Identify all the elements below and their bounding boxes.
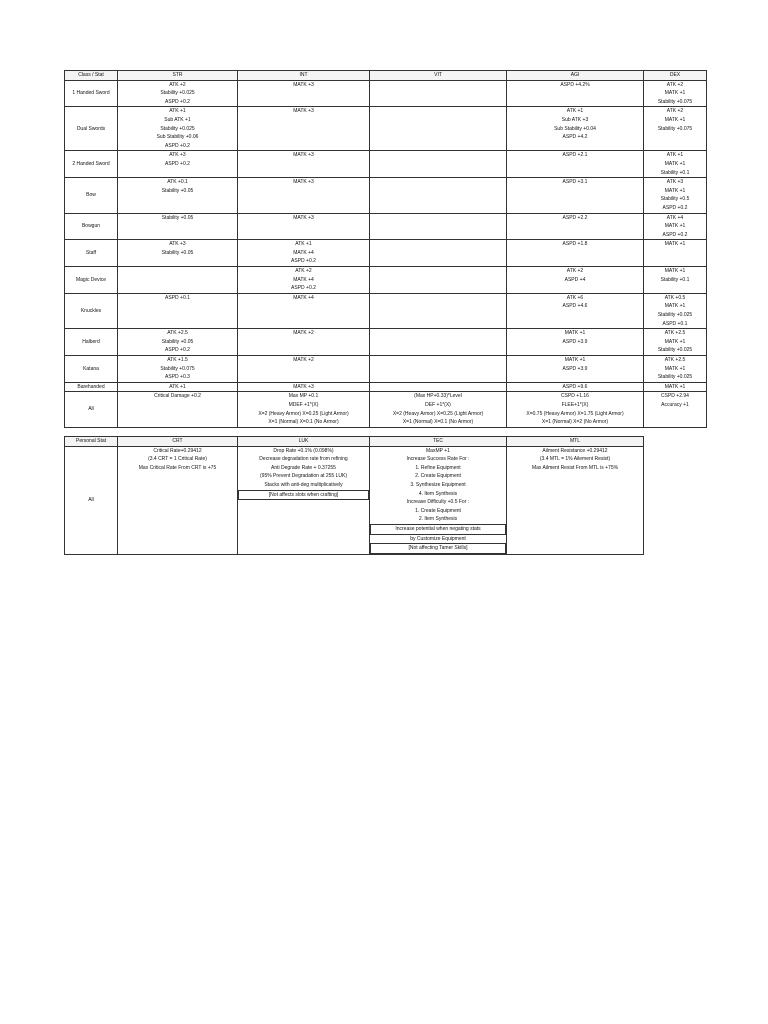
agi-value: X=1 (Normal) X=2 (No Armor) [541, 419, 609, 426]
agi-value: Sub Stability +0.04 [554, 125, 596, 132]
dex-cell [644, 107, 707, 151]
int-cell [238, 151, 370, 178]
vit-value: X=2 (Heavy Armor) X=0.25 (Light Armor) [392, 410, 484, 417]
header-tec: TEC [370, 437, 507, 447]
dex-cell [644, 356, 707, 383]
str-value: Stability +0.05 [161, 187, 194, 194]
weapon-stat-table [64, 70, 707, 428]
dex-value: ATK +2 [666, 108, 684, 115]
class-name-cell: Magic Device [65, 267, 118, 294]
stat-row [65, 80, 707, 107]
class-name-cell: Bow [65, 178, 118, 213]
stat-row [65, 151, 707, 178]
int-cell [238, 329, 370, 356]
stat-row [65, 293, 707, 328]
dex-value: Stability +0.075 [657, 98, 693, 105]
str-value: ATK +0.1 [167, 179, 188, 186]
dex-value: Stability +0.5 [660, 196, 690, 203]
personal-row-label: All [65, 446, 118, 554]
int-value: MATK +3 [293, 179, 314, 186]
dex-value: MATK +1 [664, 160, 686, 167]
tec-line: 2. Create Equipment [415, 473, 461, 480]
dex-value: MATK +1 [664, 268, 686, 275]
header-personal-stat: Personal Stat [65, 437, 118, 447]
dex-value: MATK +1 [664, 383, 686, 390]
crt-line: (3.4 CRT = 1 Critical Rate) [148, 456, 207, 463]
header-str: STR [118, 71, 238, 81]
tec-line: MaxMP +1 [426, 447, 450, 454]
class-name-cell: 2 Handed Sword [65, 151, 118, 178]
int-cell [238, 240, 370, 267]
stat-row [65, 382, 707, 392]
int-cell [238, 267, 370, 294]
int-value: ASPD +0.2 [291, 258, 316, 265]
str-value: ATK +3 [169, 152, 186, 159]
dex-cell [644, 329, 707, 356]
str-cell [118, 356, 238, 383]
header-class-stat: Class / Stat [65, 71, 118, 81]
dex-value: ASPD +0.2 [662, 231, 688, 238]
str-cell [118, 293, 238, 328]
agi-value: X=0.75 (Heavy Armor) X=1.75 (Light Armor) [526, 410, 624, 417]
luk-note: [Not affects slots when crafting] [238, 490, 369, 501]
vit-cell [370, 382, 507, 392]
dex-value: CSPD +2.94 [661, 393, 689, 400]
str-value: Critical Damage +0.2 [154, 393, 201, 400]
vit-value: (Max HP+0.33)*Level [414, 393, 462, 400]
crt-cell [118, 446, 238, 554]
int-value: Max MP +0.1 [288, 393, 319, 400]
int-value: MATK +3 [293, 214, 314, 221]
dex-cell [644, 293, 707, 328]
header-luk: LUK [238, 437, 370, 447]
agi-cell [507, 107, 644, 151]
str-cell [118, 151, 238, 178]
class-name-cell: Dual Swords [65, 107, 118, 151]
int-value: MATK +3 [293, 383, 314, 390]
str-value: ATK +1.5 [167, 357, 188, 363]
dex-value: ATK +2.5 [664, 330, 686, 337]
dex-value: Accuracy +1 [661, 401, 689, 408]
mtl-line: Ailment Resistance +0.29412 [542, 447, 608, 454]
agi-value: ATK +1 [566, 108, 584, 115]
str-value: ATK +1 [169, 108, 186, 115]
str-value: ATK +1 [169, 383, 186, 390]
vit-cell [370, 392, 507, 427]
mtl-cell [507, 446, 644, 554]
agi-value: ASPD +1.8 [562, 241, 588, 248]
tec-line: 1. Create Equipment [415, 507, 461, 514]
class-name-cell: All [65, 392, 118, 427]
tec-line: Increase Difficulty +0.5 For : [406, 499, 470, 506]
stat-row [65, 392, 707, 427]
dex-value: ATK +1 [666, 152, 684, 159]
vit-cell [370, 267, 507, 294]
str-value: ASPD +0.3 [165, 374, 190, 381]
int-cell [238, 213, 370, 240]
dex-value: ATK +4 [666, 214, 684, 221]
header-dex: DEX [644, 71, 707, 81]
str-cell [118, 329, 238, 356]
str-value: ASPD +0.2 [165, 142, 190, 149]
agi-value: Sub ATK +3 [561, 116, 589, 123]
dex-value: MATK +1 [664, 303, 686, 310]
stat-row [65, 178, 707, 213]
str-value: Stability +0.05 [161, 338, 194, 345]
int-value: ATK +1 [295, 241, 312, 248]
dex-value: Stability +0.025 [657, 374, 693, 381]
agi-value: ASPD +3.9 [562, 338, 588, 345]
class-name-cell: Staff [65, 240, 118, 267]
str-value: ATK +2 [169, 81, 186, 88]
str-value: ASPD +0.2 [165, 347, 190, 354]
agi-cell [507, 80, 644, 107]
stat-row [65, 329, 707, 356]
luk-line: Stacks with anti-deg multiplicatively [264, 481, 343, 488]
class-name-cell: Bowgun [65, 213, 118, 240]
int-value: MATK +3 [293, 152, 314, 159]
int-cell [238, 382, 370, 392]
class-name-cell: 1 Handed Sword [65, 80, 118, 107]
personal-stat-table [64, 436, 644, 555]
int-cell [238, 392, 370, 427]
vit-cell [370, 213, 507, 240]
luk-line: (95% Prevent Degradation at 255 LUK) [260, 473, 347, 480]
header-vit: VIT [370, 71, 507, 81]
vit-value: DEF +1*(X) [425, 401, 451, 408]
agi-value: MATK +1 [564, 330, 586, 337]
class-name-cell: Halberd [65, 329, 118, 356]
agi-value: ASPD +2.1 [562, 152, 588, 159]
int-value: MATK +4 [293, 249, 314, 256]
agi-cell [507, 392, 644, 427]
stat-row [65, 213, 707, 240]
luk-line: Decrease degradation rate from refining [259, 456, 348, 463]
tec-note: Increase potential when negating stats [370, 524, 506, 535]
int-value: MATK +3 [293, 108, 314, 115]
str-cell [118, 392, 238, 427]
int-value: X=1 (Normal) X=0.1 (No Armor) [268, 419, 339, 426]
stat-row [65, 356, 707, 383]
int-cell [238, 80, 370, 107]
tec-line: Increase Success Rate For : [406, 456, 470, 463]
agi-value: ASPD +3.1 [562, 179, 588, 186]
tec-line: 3. Synthesize Equipment [410, 481, 466, 488]
agi-value: ASPD +4.2 [562, 134, 588, 141]
agi-cell [507, 213, 644, 240]
dex-value: Stability +0.1 [660, 169, 690, 176]
agi-cell [507, 178, 644, 213]
vit-cell [370, 329, 507, 356]
dex-cell [644, 382, 707, 392]
dex-value: MATK +1 [664, 90, 686, 97]
stat-row [65, 240, 707, 267]
stat-table-header-row [65, 71, 707, 81]
agi-value: MATK +1 [564, 357, 586, 363]
vit-value: X=1 (Normal) X=0.1 (No Armor) [402, 419, 474, 426]
str-value: Sub ATK +1 [164, 116, 191, 123]
dex-value: ATK +0.5 [664, 294, 686, 301]
str-value: Sub Stability +0.06 [156, 134, 199, 141]
tec-cell [370, 446, 507, 554]
str-cell [118, 178, 238, 213]
luk-line: Drop Rate +0.1% (0.098%) [273, 447, 334, 454]
dex-value: Stability +0.025 [657, 312, 693, 319]
agi-value: ASPD +4.2% [560, 81, 590, 88]
dex-value: ASPD +0.2 [662, 204, 688, 211]
crt-line: Max Critical Rate From CRT is +75 [138, 464, 217, 471]
agi-value: ASPD +4.6 [562, 303, 588, 310]
str-value: Stability +0.025 [160, 125, 195, 132]
str-value: Stability +0.075 [160, 365, 195, 372]
dex-value: ATK +3 [666, 179, 684, 186]
stat-row [65, 267, 707, 294]
agi-cell [507, 267, 644, 294]
agi-cell [507, 356, 644, 383]
stat-row [65, 107, 707, 151]
dex-value: MATK +1 [664, 116, 686, 123]
dex-cell [644, 392, 707, 427]
vit-cell [370, 240, 507, 267]
str-cell [118, 107, 238, 151]
int-value: ASPD +0.2 [291, 285, 316, 292]
vit-cell [370, 356, 507, 383]
agi-value: ASPD +4 [564, 276, 586, 283]
str-value: ASPD +0.2 [165, 160, 190, 167]
tec-line: 1. Refine Equipment [415, 464, 461, 471]
dex-value: Stability +0.025 [657, 347, 693, 354]
str-cell [118, 213, 238, 240]
tec-line: 4. Item Synthesis [418, 490, 458, 497]
agi-cell [507, 151, 644, 178]
tec-line: by Customize Equipment [410, 535, 466, 542]
agi-value: ASPD +3.9 [562, 365, 588, 372]
crt-line: Critical Rate+0.29412 [153, 447, 202, 454]
str-value: ATK +3 [169, 241, 186, 248]
agi-value: CSPD +1.16 [561, 393, 589, 400]
header-int: INT [238, 71, 370, 81]
class-name-cell: Knuckles [65, 293, 118, 328]
int-cell [238, 356, 370, 383]
dex-value: MATK +1 [664, 365, 686, 372]
agi-cell [507, 382, 644, 392]
vit-cell [370, 80, 507, 107]
dex-value: MATK +1 [664, 187, 686, 194]
int-value: MATK +4 [293, 294, 314, 301]
str-value: ASPD +0.2 [165, 98, 190, 105]
mtl-line: (3.4 MTL = 1% Ailement Resist) [539, 456, 611, 463]
dex-value: ATK +2.5 [664, 357, 686, 363]
int-value: X=2 (Heavy Armor) X=0.25 (Light Armor) [258, 410, 349, 417]
str-cell [118, 267, 238, 294]
vit-cell [370, 178, 507, 213]
int-cell [238, 107, 370, 151]
dex-value: MATK +1 [664, 338, 686, 345]
class-name-cell: Katana [65, 356, 118, 383]
int-value: MATK +3 [293, 81, 314, 88]
dex-value: MATK +1 [664, 241, 686, 248]
agi-cell [507, 240, 644, 267]
tec-note: [Not affecting Tamer Skills] [370, 543, 506, 554]
personal-row-all [65, 446, 644, 554]
personal-table-header-row [65, 437, 644, 447]
header-agi: AGI [507, 71, 644, 81]
int-value: ATK +2 [295, 268, 312, 275]
header-crt: CRT [118, 437, 238, 447]
int-cell [238, 293, 370, 328]
int-value: MATK +4 [293, 276, 314, 283]
vit-cell [370, 293, 507, 328]
str-value: Stability +0.05 [161, 249, 194, 256]
dex-cell [644, 240, 707, 267]
dex-value: ASPD +0.1 [662, 320, 688, 327]
vit-cell [370, 107, 507, 151]
int-value: MATK +2 [293, 330, 314, 337]
dex-value: Stability +0.1 [660, 276, 690, 283]
str-cell [118, 240, 238, 267]
int-cell [238, 178, 370, 213]
dex-value: Stability +0.075 [657, 125, 693, 132]
str-value: ASPD +0.1 [165, 294, 190, 301]
class-name-cell: Barehanded [65, 382, 118, 392]
str-cell [118, 382, 238, 392]
vit-cell [370, 151, 507, 178]
str-value: Stability +0.025 [160, 90, 195, 97]
dex-cell [644, 213, 707, 240]
str-value: ATK +2.5 [167, 330, 188, 337]
dex-value: ATK +2 [666, 81, 684, 88]
str-cell [118, 80, 238, 107]
header-mtl: MTL [507, 437, 644, 447]
int-value: MATK +2 [293, 357, 314, 363]
int-value: MDEF +1*(X) [288, 401, 319, 408]
agi-value: FLEE+1*(X) [561, 401, 589, 408]
mtl-line: Max Ailment Resist From MTL is +75% [531, 464, 619, 471]
agi-cell [507, 293, 644, 328]
agi-value: ASPD +9.6 [562, 383, 588, 390]
luk-line: Anti Degrade Rate + 0.37255 [271, 464, 336, 471]
str-value: Stability +0.05 [161, 214, 194, 221]
dex-value: MATK +1 [664, 223, 686, 230]
dex-cell [644, 178, 707, 213]
agi-value: ATK +2 [566, 268, 584, 275]
tec-line: 2. Item Synthesis [418, 516, 458, 523]
dex-cell [644, 267, 707, 294]
dex-cell [644, 151, 707, 178]
agi-cell [507, 329, 644, 356]
agi-value: ASPD +2.2 [562, 214, 588, 221]
agi-value: ATK +6 [566, 294, 584, 301]
dex-cell [644, 80, 707, 107]
luk-cell [238, 446, 370, 554]
